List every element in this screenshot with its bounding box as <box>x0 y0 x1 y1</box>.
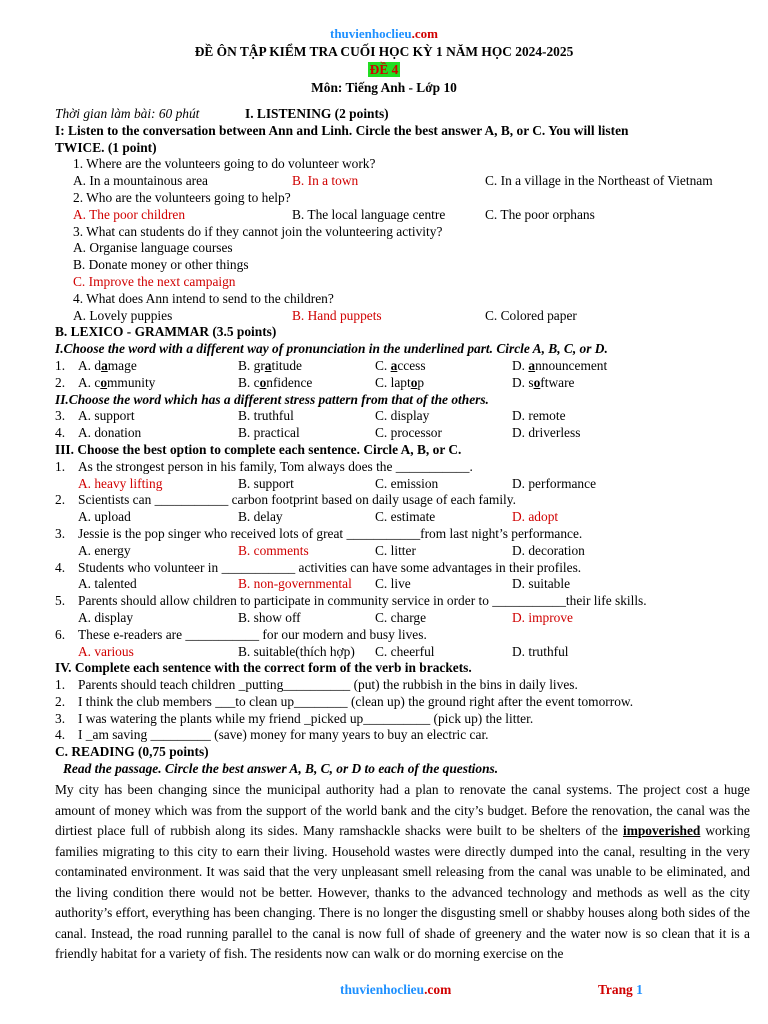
mc-question <box>55 560 755 577</box>
page-label: Trang <box>598 982 633 997</box>
verb-question <box>55 694 755 711</box>
option-d: D. performance <box>512 475 597 491</box>
option-c: C. estimate <box>375 509 436 525</box>
verb-questions <box>55 677 755 744</box>
listening-q2: 2. Who are the volunteers going to help? <box>73 189 291 205</box>
option-c: C. cheerful <box>375 643 435 659</box>
underlined-part: a <box>101 357 108 373</box>
word-part: titude <box>271 357 302 373</box>
word-part: mage <box>107 357 137 373</box>
option-c: C. emission <box>375 475 439 491</box>
option-c: C. The poor orphans <box>485 206 595 222</box>
option-c: C. live <box>375 576 411 592</box>
listening-q3-option-a: A. Organise language courses <box>73 240 233 256</box>
pronunciation-instruction: I.Choose the word with a different way of pronunciation in the underlined part. Circle A, B, C, or D. <box>55 341 608 357</box>
word-part: D. s <box>512 374 534 390</box>
stress-q3 <box>55 408 755 425</box>
option-b: B. delay <box>238 509 283 525</box>
option-a: A. heavy lifting <box>78 475 163 491</box>
listening-heading: I. LISTENING (2 points) <box>245 106 389 121</box>
mc-question <box>55 627 755 644</box>
question-text: I _am saving _________ (save) money for many years to buy an electric car. <box>78 727 489 743</box>
question-text: Jessie is the pop singer who received lots of great ___________from last night’s performance. <box>78 525 583 541</box>
option-a: A. talented <box>78 576 137 592</box>
option-d: D. remote <box>512 408 566 424</box>
option-c: C. processor <box>375 425 442 441</box>
option-a: A. Lovely puppies <box>73 307 173 323</box>
option-c: C. display <box>375 408 430 424</box>
verb-question <box>55 677 755 694</box>
option-b: B. comments <box>238 542 309 558</box>
option-a: A. energy <box>78 542 131 558</box>
option-a: A. The poor children <box>73 206 186 222</box>
option-b: B. support <box>238 475 294 491</box>
question-number: 2. <box>55 693 66 709</box>
mc-question <box>55 526 755 543</box>
underlined-part: o <box>259 374 267 390</box>
site-name: thuvienhoclieu <box>330 26 412 41</box>
question-text: I was watering the plants while my friend _picked up__________ (pick up) the litter. <box>78 710 534 726</box>
passage-text: My city has been changing since the municipal authority had a plan to renovate the canal systems. The project cost a huge amount of money which was from the support of the world bank and the city’s budget. Before the renovation, the canal was the dirtiest place full of rubbish along its sides. Many ramshackle shacks were built to be shelters of the <box>55 782 750 838</box>
word-part: D. <box>512 357 529 373</box>
option-b: B. show off <box>238 609 301 625</box>
option-c: C. charge <box>375 609 427 625</box>
footer-page <box>598 982 643 998</box>
verb-question <box>55 727 755 744</box>
listening-q1-options <box>55 173 755 190</box>
mc-options <box>55 476 755 493</box>
test-number-label: ĐỀ 4 <box>369 62 399 77</box>
lexico-heading: B. LEXICO - GRAMMAR (3.5 points) <box>55 324 277 340</box>
question-number: 3. <box>55 710 66 726</box>
listening-q4: 4. What does Ann intend to send to the children? <box>73 290 334 306</box>
question-number: 1. <box>55 458 66 474</box>
footer-site <box>340 982 451 998</box>
question-number: 1. <box>55 677 66 693</box>
time-label: Thời gian làm bài: 60 phút <box>55 106 200 121</box>
option-a: A. donation <box>78 425 142 441</box>
underlined-part: o <box>533 374 541 390</box>
stress-q4 <box>55 425 755 442</box>
question-text: As the strongest person in his family, Tom always does the ___________. <box>78 458 473 474</box>
mc-question <box>55 459 755 476</box>
option-a: A. upload <box>78 509 131 525</box>
option-b: B. practical <box>238 425 300 441</box>
mc-options <box>55 576 755 593</box>
underlined-part: o <box>410 374 418 390</box>
question-number: 4. <box>55 425 66 441</box>
underlined-part: a <box>528 357 536 373</box>
option-b: B. In a town <box>292 173 359 189</box>
option-d: D. suitable <box>512 576 571 592</box>
option-d: D. adopt <box>512 509 559 525</box>
word-part: C. lapt <box>375 374 411 390</box>
option-d <box>512 358 607 375</box>
reading-instruction: Read the passage. Circle the best answer A, B, C, or D to each of the questions. <box>63 761 499 777</box>
option-c: C. Colored paper <box>485 307 577 323</box>
option-c: C. litter <box>375 542 416 558</box>
option-d: D. driverless <box>512 425 581 441</box>
pronunciation-q1 <box>55 358 755 375</box>
verb-heading: IV. Complete each sentence with the correct form of the verb in brackets. <box>55 660 472 676</box>
listening-q1: 1. Where are the volunteers going to do volunteer work? <box>73 156 376 172</box>
option-b <box>238 375 312 392</box>
mc-heading: III. Choose the best option to complete each sentence. Circle A, B, or C. <box>55 441 462 457</box>
option-b <box>238 358 302 375</box>
mc-options <box>55 644 755 661</box>
footer-site-domain: .com <box>424 982 452 997</box>
question-number: 4. <box>55 727 66 743</box>
word-part: mmunity <box>107 374 156 390</box>
option-a: A. display <box>78 609 134 625</box>
subject-line: Môn: Tiếng Anh - Lớp 10 <box>311 80 457 95</box>
word-part: nfidence <box>266 374 313 390</box>
question-text: Students who volunteer in ___________ activities can have some advantages in their profiles. <box>78 559 582 575</box>
option-b: B. non-governmental <box>238 576 352 592</box>
question-number: 3. <box>55 525 66 541</box>
word-part: A. c <box>78 374 101 390</box>
question-number: 1. <box>55 357 66 373</box>
word-part: p <box>417 374 425 390</box>
listening-q2-options <box>55 207 755 224</box>
option-a <box>78 358 137 375</box>
underlined-part: a <box>390 357 398 373</box>
listening-instruction-2: TWICE. (1 point) <box>55 139 157 155</box>
mc-question <box>55 593 755 610</box>
site-domain: .com <box>411 26 438 41</box>
listening-instruction-1: I: Listen to the conversation between Ann and Linh. Circle the best answer A, B, or C. You will listen <box>55 122 629 138</box>
reading-passage <box>55 780 750 965</box>
question-text: I think the club members ___to clean up________ (clean up) the ground right after the event tomorrow. <box>78 693 634 709</box>
option-b: B. suitable(thích hợp) <box>238 643 355 659</box>
option-c <box>375 375 424 392</box>
option-d <box>512 375 574 392</box>
question-text: Parents should allow children to participate in community service in order to ___________their life skills. <box>78 593 647 609</box>
option-c: C. In a village in the Northeast of Vietnam <box>485 173 713 189</box>
question-text: These e-readers are ___________ for our modern and busy lives. <box>78 626 427 642</box>
mc-options <box>55 610 755 627</box>
question-number: 6. <box>55 626 66 642</box>
mc-options <box>55 543 755 560</box>
listening-q3-option-c: C. Improve the next campaign <box>73 273 236 289</box>
question-number: 2. <box>55 374 66 390</box>
time-and-listening-heading <box>55 106 755 123</box>
word-part: B. c <box>238 374 260 390</box>
option-d: D. improve <box>512 609 573 625</box>
test-number <box>0 62 768 78</box>
option-c <box>375 358 426 375</box>
question-number: 3. <box>55 408 66 424</box>
option-b: B. truthful <box>238 408 294 424</box>
question-text: Parents should teach children _putting__________ (put) the rubbish in the bins in daily lives. <box>78 677 578 693</box>
underlined-part: a <box>264 357 272 373</box>
verb-question <box>55 711 755 728</box>
word-part: ftware <box>540 374 575 390</box>
question-number: 2. <box>55 492 66 508</box>
option-a: A. In a mountainous area <box>73 173 208 189</box>
listening-q3: 3. What can students do if they cannot join the volunteering activity? <box>73 223 443 239</box>
word-part: A. d <box>78 357 102 373</box>
listening-q4-options <box>55 308 755 325</box>
option-a: A. support <box>78 408 135 424</box>
site-header <box>0 26 768 42</box>
mc-options <box>55 509 755 526</box>
option-d: D. truthful <box>512 643 569 659</box>
page-number: 1 <box>636 982 643 997</box>
exam-body <box>55 106 755 778</box>
mc-questions <box>55 459 755 661</box>
word-part: ccess <box>397 357 426 373</box>
pronunciation-q2 <box>55 375 755 392</box>
listening-q3-option-b: B. Donate money or other things <box>73 257 249 273</box>
option-d: D. decoration <box>512 542 585 558</box>
question-number: 5. <box>55 593 66 609</box>
mc-question <box>55 492 755 509</box>
question-number: 4. <box>55 559 66 575</box>
passage-keyword: impoverished <box>622 823 701 838</box>
word-part: nnouncement <box>535 357 608 373</box>
word-part: C. <box>375 357 391 373</box>
option-b: B. The local language centre <box>292 206 446 222</box>
question-text: Scientists can ___________ carbon footprint based on daily usage of each family. <box>78 492 516 508</box>
option-a: A. various <box>78 643 134 659</box>
footer-site-name: thuvienhoclieu <box>340 982 425 997</box>
option-a <box>78 375 155 392</box>
exam-title: ĐỀ ÔN TẬP KIỂM TRA CUỐI HỌC KỲ 1 NĂM HỌC 2024-2025 <box>194 44 574 59</box>
word-part: B. gr <box>238 357 265 373</box>
passage-text: working families migrating to this city to earn their living. Household wastes were directly dumped into the canal, resulting in the very contaminated environment. It was said that the very unpleasant smell releasing from the canal was unable to be eliminated, and the living condition there would not be better. However, thanks to the advanced technology and methods as well as the city authority’s effort, everything has been changing. There is no longer the disgusting smell or shabby houses along both sides of the canal. Instead, the road running parallel to the canal is now full of shade of greenery and the water now is so clean that it is a friendly habitat for a variety of fish. The residents now can walk or do morning exercise on the <box>55 823 750 961</box>
underlined-part: o <box>100 374 108 390</box>
stress-instruction: II.Choose the word which has a different stress pattern from that of the others. <box>55 391 489 407</box>
option-b: B. Hand puppets <box>292 307 382 323</box>
reading-heading: C. READING (0,75 points) <box>55 744 209 760</box>
